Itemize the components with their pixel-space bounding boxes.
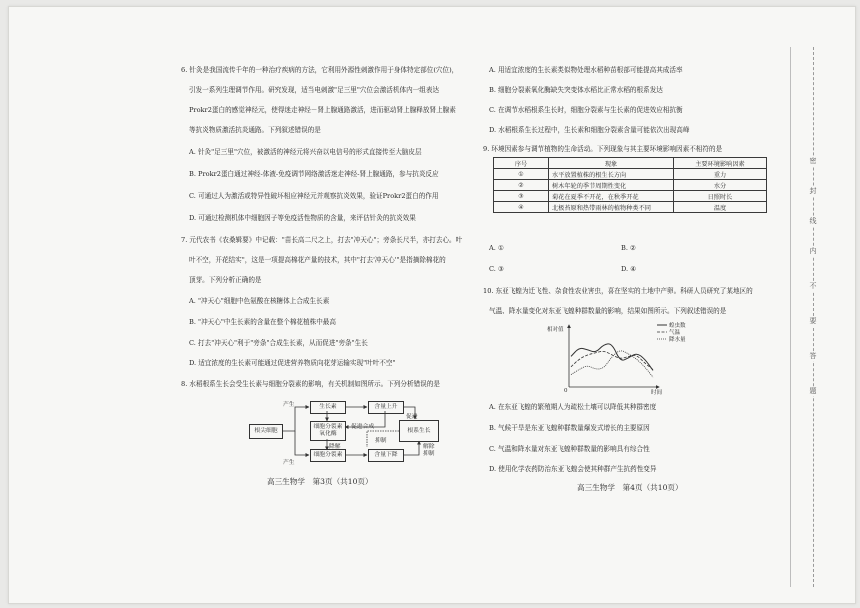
table-cell: ① bbox=[494, 169, 549, 180]
table-header: 序号 bbox=[494, 158, 549, 169]
root-growth-box: 根系生长 bbox=[399, 420, 439, 442]
table-header-row bbox=[494, 158, 767, 169]
legend-label: 蝗虫数 bbox=[669, 323, 686, 329]
q10-option-c[interactable]: C. 气温和降水量对东亚飞蝗种群数量的影响具有综合性 bbox=[489, 445, 650, 453]
binding-strip bbox=[790, 47, 847, 587]
legend-label: 降水量 bbox=[669, 337, 686, 343]
table-cell: 日照时长 bbox=[674, 191, 767, 202]
table-header: 现象 bbox=[549, 158, 674, 169]
table-cell: ② bbox=[494, 180, 549, 191]
legend-label: 气温 bbox=[669, 330, 681, 336]
q8-stem: 8. 水稻根系生长会受生长素与细胞分裂素的影响，有关机制如图所示。下列分析错误的是 bbox=[181, 380, 440, 388]
q10-option-d[interactable]: D. 使用化学农药防治东亚飞蝗会使其种群产生抗药性变异 bbox=[489, 465, 657, 473]
table-row bbox=[494, 202, 767, 213]
q10-chart-svg bbox=[549, 319, 689, 394]
q6-stem: Prokr2蛋白的感觉神经元，使得迷走神经－肾上腺通路激活，进而驱动肾上腺释放肾上腺素 bbox=[189, 106, 456, 114]
ckx-box bbox=[310, 421, 346, 441]
q7-stem: 叶不空，开花结实"，这是一项提高棉花产量的技术，其中"打去'冲天心'"是指摘除棉花的 bbox=[189, 256, 446, 264]
q7-stem: 顶芽。下列分析正确的是 bbox=[189, 276, 262, 284]
table-cell: 水分 bbox=[674, 180, 767, 191]
binding-char: 题 bbox=[801, 387, 825, 396]
q9-option-a[interactable]: A. ① bbox=[489, 244, 504, 252]
binding-char: 线 bbox=[801, 217, 825, 226]
ckx-label-2: 氧化酶 bbox=[319, 431, 337, 437]
origin-label: 0 bbox=[564, 388, 568, 394]
produce-top-label: 产生 bbox=[283, 402, 295, 408]
q7-option-d[interactable]: D. 适宜浓度的生长素可能通过促进营养物质向花芽运输实现"叶叶不空" bbox=[189, 359, 396, 367]
q8-option-b[interactable]: B. 细胞分裂素氧化酶缺失突变体水稻比正常水稻的根系发达 bbox=[489, 86, 663, 94]
q10-option-b[interactable]: B. 气候干旱是东亚飞蝗种群数量爆发式增长的主要原因 bbox=[489, 424, 650, 432]
binding-char: 内 bbox=[801, 247, 825, 256]
ckx-label: 细胞分裂素 bbox=[313, 424, 343, 430]
produce-bottom-label: 产生 bbox=[283, 460, 295, 466]
release-label-2: 抑制 bbox=[423, 451, 435, 457]
binding-char: 密 bbox=[801, 157, 825, 166]
degrade-label: 降解 bbox=[329, 444, 341, 450]
q6-stem: 6. 针灸是我国流传千年的一种治疗疾病的方法，它利用外源性刺激作用于身体特定部位(穴位)， bbox=[181, 66, 459, 74]
binding-char: 不 bbox=[801, 282, 825, 291]
q10-option-a[interactable]: A. 在东亚飞蝗的繁殖期人为疏松土壤可以降低其种群密度 bbox=[489, 403, 657, 411]
q8-option-a[interactable]: A. 用适宜浓度的生长素类似物处理水稻种苗根部可能提高其成活率 bbox=[489, 66, 683, 74]
q6-option-a[interactable]: A. 针灸"足三里"穴位，被激活的神经元将兴奋以电信号的形式直接传至大脑皮层 bbox=[189, 148, 422, 156]
table-cell: 水平放置植株的根生长方向 bbox=[549, 169, 674, 180]
q7-option-a[interactable]: A. "冲天心"细胞中色氨酸在核糖体上合成生长素 bbox=[189, 297, 330, 305]
root-cells-box: 根尖细胞 bbox=[249, 424, 283, 439]
table-cell: 树木年轮的季节周期性变化 bbox=[549, 180, 674, 191]
page-footer-left: 高三生物学 第3页（共10页） bbox=[267, 477, 373, 486]
q8-option-c[interactable]: C. 在调节水稻根系生长时，细胞分裂素与生长素的促进效应相抗衡 bbox=[489, 106, 683, 114]
table-cell: ④ bbox=[494, 202, 549, 213]
table-cell: 北极苔原和热带雨林的植物种类不同 bbox=[549, 202, 674, 213]
q10-stem: 10. 东亚飞蝗为迁飞性、杂食性农业害虫，喜在坚实的土地中产卵。科研人员研究了某地区的 bbox=[483, 287, 753, 295]
release-label: 解除 bbox=[423, 444, 435, 450]
x-axis-label: 时间 bbox=[651, 390, 663, 396]
q7-option-b[interactable]: B. "冲天心"中生长素的含量在整个棉花植株中最高 bbox=[189, 318, 336, 326]
table-cell: 菊花在夏季不开花，在秋季开花 bbox=[549, 191, 674, 202]
q9-option-d[interactable]: D. ④ bbox=[621, 265, 637, 273]
promote-label: 促进 bbox=[406, 414, 418, 420]
page-footer-right: 高三生物学 第4页（共10页） bbox=[577, 483, 683, 492]
q10-stem: 气温、降水量变化对东亚飞蝗种群数量的影响，结果如图所示。下列叙述错误的是 bbox=[489, 307, 727, 315]
q9-table bbox=[493, 157, 767, 213]
q7-option-c[interactable]: C. 打去"冲天心"利于"旁条"合成生长素，从而促进"旁条"生长 bbox=[189, 339, 368, 347]
q9-option-b[interactable]: B. ② bbox=[621, 244, 636, 252]
q6-option-b[interactable]: B. Prokr2蛋白通过神经-体液-免疫调节网络激活迷走神经-肾上腺通路，参与抗炎反应 bbox=[189, 170, 439, 178]
q8-mechanism-diagram bbox=[247, 397, 447, 472]
q6-stem: 等抗炎物质激活抗炎通路。下列叙述错误的是 bbox=[189, 126, 321, 134]
rise-box: 含量上升 bbox=[368, 401, 404, 414]
q7-stem: 7. 元代农书《农桑辑要》中记载："苗长高二尺之上，打去"冲天心"；旁条长尺半，亦打去心。叶 bbox=[181, 236, 463, 244]
table-cell: 温度 bbox=[674, 202, 767, 213]
q6-stem: 引发一系列生理调节作用。研究发现，适当电刺激"足三里"穴位会激活机体内一组表达 bbox=[189, 86, 440, 94]
table-cell: 重力 bbox=[674, 169, 767, 180]
q9-stem: 9. 环境因素参与调节植物的生命活动。下列现象与其主要环境影响因素不相符的是 bbox=[483, 145, 723, 153]
table-header: 主要环境影响因素 bbox=[674, 158, 767, 169]
table-row bbox=[494, 169, 767, 180]
series-line-2 bbox=[571, 351, 653, 369]
q6-option-d[interactable]: D. 可通过检测机体中细胞因子等免疫活性物质的含量，来评估针灸的抗炎效果 bbox=[189, 214, 416, 222]
inhibit-label: 抑制 bbox=[375, 438, 387, 444]
q6-option-c[interactable]: C. 可通过人为激活或特异性破坏相应神经元并观察抗炎效果，验证Prokr2蛋白的作用 bbox=[189, 192, 439, 200]
y-axis-label: 相对值 bbox=[547, 327, 564, 333]
table-row bbox=[494, 191, 767, 202]
q9-option-c[interactable]: C. ③ bbox=[489, 265, 504, 273]
binding-char: 要 bbox=[801, 317, 825, 326]
table-cell: ③ bbox=[494, 191, 549, 202]
q8-option-d[interactable]: D. 水稻根系生长过程中，生长素和细胞分裂素含量可能依次出现高峰 bbox=[489, 126, 690, 134]
auxin-box: 生长素 bbox=[310, 401, 346, 414]
table-row bbox=[494, 180, 767, 191]
binding-char: 封 bbox=[801, 187, 825, 196]
fall-box: 含量下降 bbox=[368, 449, 404, 462]
exam-sheet bbox=[8, 6, 856, 604]
promote-synthesis-label: 促进合成 bbox=[351, 424, 375, 430]
binding-char: 答 bbox=[801, 352, 825, 361]
cytokinin-box: 细胞分裂素 bbox=[310, 449, 346, 462]
q10-chart bbox=[549, 319, 689, 394]
